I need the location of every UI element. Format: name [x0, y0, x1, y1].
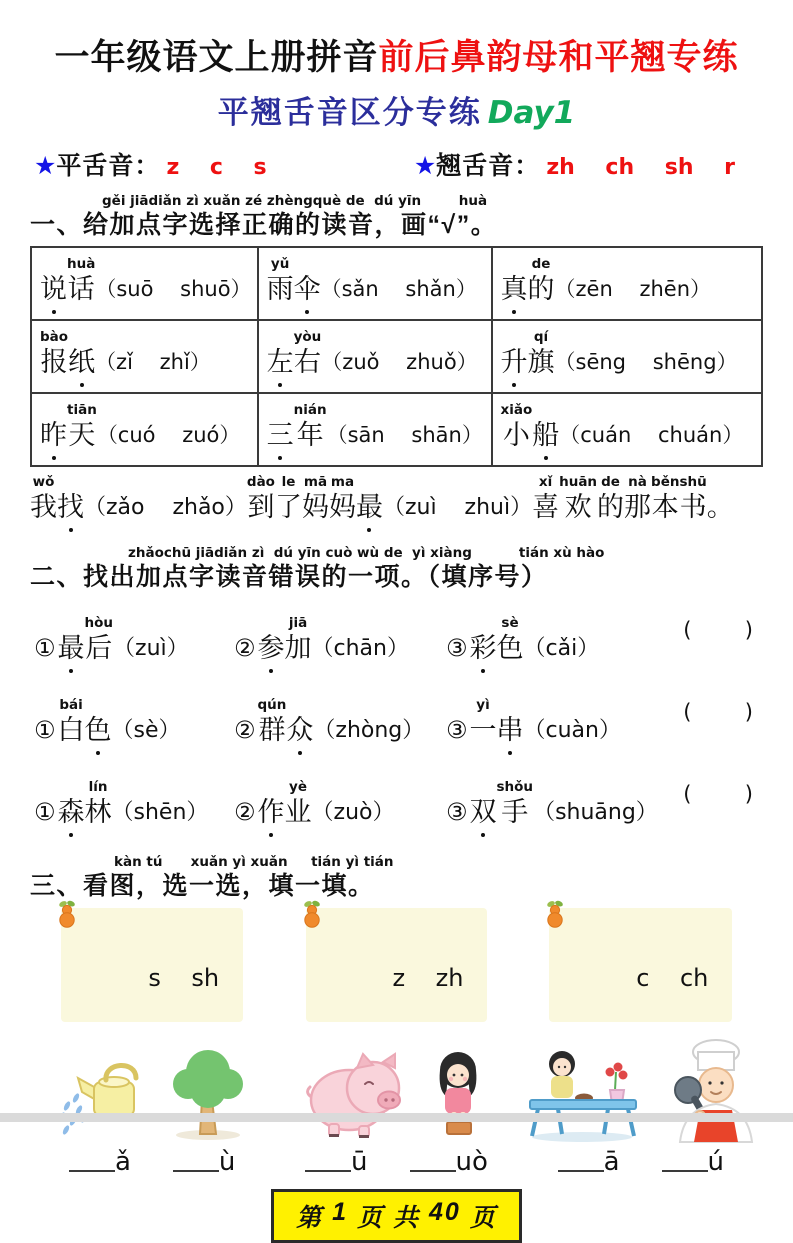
- choice-item: [34, 698, 234, 747]
- sitting-girl-image: [427, 1046, 489, 1142]
- pinyin-options: （sān shān）: [326, 423, 483, 448]
- curled-tongue-sounds: zh ch sh r: [546, 155, 735, 181]
- word-units: yǔ 雨 伞: [267, 257, 321, 306]
- choice-row: [30, 616, 763, 675]
- day-badge: Day1: [487, 95, 576, 132]
- blank-line: [173, 1170, 219, 1173]
- blank-line: [69, 1170, 115, 1173]
- fill-blank: [558, 1148, 620, 1176]
- table-cell: [258, 320, 492, 393]
- word-units: xiǎo 小 船: [501, 403, 560, 452]
- blank-line: [662, 1170, 708, 1173]
- pinyin-options: （zuì）: [113, 636, 189, 662]
- word-units: 彩 sè 色: [470, 616, 524, 665]
- section2-heading: [30, 546, 763, 593]
- title-topic: 前后鼻韵母和平翘专练: [378, 38, 739, 77]
- flower-girl-image: [522, 1046, 644, 1142]
- page-title: [30, 38, 763, 78]
- choice-item: [234, 698, 446, 747]
- section1-heading: [30, 194, 763, 241]
- pinyin-options: （chān）: [311, 636, 409, 662]
- blank-line: [305, 1170, 351, 1173]
- choice-letters: z zh: [392, 964, 464, 993]
- section1-title: 一、给加点字选择正确的读音，画“√”。: [30, 211, 498, 240]
- word-units: yì 一 串: [470, 698, 524, 747]
- pinyin-options: （zēn zhēn）: [554, 277, 712, 302]
- blank-cell: [274, 1148, 518, 1176]
- pinyin-options: （zǐ zhǐ）: [95, 350, 211, 375]
- word-units: 升 qí 旗: [501, 330, 555, 379]
- item-number: ②: [234, 716, 256, 745]
- pinyin-options: （cǎi）: [523, 636, 600, 662]
- choice-item: [34, 616, 234, 665]
- table-cell: [31, 320, 258, 393]
- title-grade: 一年级语文上册拼音: [54, 38, 379, 77]
- choice-tags-row: [30, 908, 763, 1022]
- flat-tongue-label: 平舌音：: [56, 152, 161, 181]
- table-cell: [492, 247, 762, 320]
- blank-suffix: ú: [707, 1147, 725, 1178]
- pictures-row: [30, 1030, 763, 1142]
- choice-tag-s-sh: [61, 908, 243, 1022]
- choice-tag-z-zh: [306, 908, 488, 1022]
- blank-line: [410, 1170, 456, 1173]
- pinyin-options: （zhòng）: [313, 718, 425, 744]
- fill-blank: [410, 1148, 488, 1176]
- picture-cell: [274, 1030, 518, 1142]
- table-cell: [258, 247, 492, 320]
- star-icon: ★: [34, 152, 57, 181]
- answer-blanks-row: [30, 1148, 763, 1176]
- picture-cell: [30, 1030, 274, 1142]
- word-units: 三 nián 年: [267, 403, 327, 452]
- item-number: ③: [446, 634, 468, 663]
- blank-suffix: ǎ: [114, 1147, 131, 1178]
- sound-legend: [30, 146, 763, 182]
- word-units: bào 报 纸: [40, 330, 95, 379]
- word-units: 说 huà 话: [40, 257, 95, 306]
- choice-item: [446, 616, 599, 665]
- section1-pinyin: gěi jiādiǎn zì xuǎn zé zhèngquè de dú yīn huà: [102, 193, 488, 210]
- footer-page-number: 1: [332, 1198, 349, 1227]
- star-icon: ★: [413, 152, 437, 181]
- pinyin-options: （shēn）: [111, 800, 209, 826]
- section3-pinyin: kàn tú xuǎn yì xuǎn tián yì tián: [114, 854, 394, 871]
- pinyin-options: （sè）: [111, 718, 181, 744]
- choice-item: [446, 780, 658, 829]
- page-number-badge: [271, 1189, 522, 1243]
- table-cell: [492, 320, 762, 393]
- choice-tag-cell: [274, 908, 518, 1022]
- blank-suffix: ā: [603, 1147, 620, 1178]
- word-units: bái 白 色: [58, 698, 112, 747]
- choice-item: [34, 780, 234, 829]
- pinyin-options: （shuāng）: [533, 800, 658, 826]
- pinyin-options: （sēng shēng）: [554, 350, 738, 375]
- word-units: 最 hòu 后: [58, 616, 114, 665]
- watering-can-image: [52, 1042, 144, 1142]
- word-units: 参 jiā 加: [258, 616, 312, 665]
- word-units: qún 群 众: [258, 698, 314, 747]
- choice-item: [446, 698, 621, 747]
- section2-pinyin: zhǎochū jiādiǎn zì dú yīn cuò wù de yì xiàng tián xù hào: [128, 545, 605, 562]
- table-cell: [492, 393, 762, 466]
- table-cell: [31, 393, 258, 466]
- page-subtitle: [30, 87, 763, 132]
- table-row: [31, 393, 762, 466]
- question-table: [30, 246, 763, 467]
- choice-tag-cell: [30, 908, 274, 1022]
- item-number: ②: [234, 798, 256, 827]
- word-units: 左 yòu 右: [267, 330, 322, 379]
- fill-blank: [305, 1148, 367, 1176]
- choice-row: [30, 780, 763, 839]
- blank-suffix: uò: [455, 1147, 488, 1178]
- blank-cell: [519, 1148, 763, 1176]
- choice-tag-cell: [519, 908, 763, 1022]
- chef-image: [664, 1038, 760, 1142]
- item-number: ②: [234, 634, 256, 663]
- picture-cell: [519, 1030, 763, 1142]
- choice-tag-c-ch: [549, 908, 732, 1022]
- answer-slot: ( ): [683, 700, 753, 725]
- item-number: ①: [34, 716, 56, 745]
- blank-line: [558, 1170, 604, 1173]
- item-number: ③: [446, 716, 468, 745]
- table-cell: [258, 393, 492, 466]
- section2-title: 二、找出加点字读音错误的一项。（填序号）: [30, 563, 548, 592]
- pinyin-options: （zuǒ zhuǒ）: [321, 350, 478, 375]
- pinyin-options: （zuò）: [311, 800, 395, 826]
- tree-image: [164, 1042, 252, 1142]
- choice-letters: c ch: [636, 964, 709, 993]
- pinyin-options: （cuàn）: [523, 718, 621, 744]
- table-row: [31, 247, 762, 320]
- word-units: 昨 tiān 天: [40, 403, 97, 452]
- footer-prefix: 第: [296, 1204, 324, 1233]
- fill-blank: [69, 1148, 131, 1176]
- scan-edge-strip: [0, 1113, 793, 1122]
- choice-item: [234, 616, 446, 665]
- word-units: 作 yè 业: [258, 780, 312, 829]
- pig-image: [303, 1046, 407, 1142]
- pinyin-options: （cuó zuó）: [96, 423, 241, 448]
- gourd-icon: [300, 899, 324, 929]
- choice-item: [234, 780, 446, 829]
- curled-tongue-label: 翘舌音：: [436, 152, 541, 181]
- flat-tongue-sounds: z c s: [166, 155, 267, 181]
- pinyin-options: （cuán chuán）: [559, 423, 744, 448]
- section3-title: 三、看图，选一选，填一填。: [30, 872, 375, 901]
- curled-tongue-legend: [414, 146, 735, 182]
- footer: [30, 1189, 763, 1243]
- section3-heading: [30, 855, 763, 902]
- fill-blank: [173, 1148, 235, 1176]
- blank-cell: [30, 1148, 274, 1176]
- item-number: ①: [34, 634, 56, 663]
- word-units: 森 lín 林: [58, 780, 112, 829]
- answer-slot: ( ): [683, 618, 753, 643]
- fill-blank: [662, 1148, 724, 1176]
- subtitle-text: 平翘舌音区分专练: [217, 95, 482, 131]
- answer-slot: ( ): [683, 782, 753, 807]
- blank-suffix: ū: [351, 1147, 368, 1178]
- sentence-question: [30, 475, 763, 534]
- table-row: [31, 320, 762, 393]
- table-cell: [31, 247, 258, 320]
- word-units: 双 shǒu 手: [470, 780, 534, 829]
- footer-suffix: 页: [469, 1204, 497, 1233]
- flat-tongue-legend: [34, 146, 267, 182]
- item-number: ③: [446, 798, 468, 827]
- choice-row: [30, 698, 763, 757]
- gourd-icon: [543, 899, 567, 929]
- choice-letters: s sh: [148, 964, 220, 993]
- item-number: ①: [34, 798, 56, 827]
- footer-mid: 页 共: [357, 1204, 421, 1233]
- pinyin-options: （sǎn shǎn）: [320, 277, 477, 302]
- blank-suffix: ù: [218, 1147, 236, 1178]
- sentence-units: wǒ 我 找 （zǎo zhǎo） dào 到 le 了 mā 妈 ma 妈 最 （zuì zhuì） xǐ 喜 huān 欢 de 的 nà 那 běn 本 shū 书 。: [30, 475, 734, 524]
- gourd-icon: [55, 899, 79, 929]
- word-units: 真 de 的: [501, 257, 555, 306]
- footer-total-pages: 40: [429, 1198, 461, 1227]
- pinyin-options: （suō shuō）: [95, 277, 252, 302]
